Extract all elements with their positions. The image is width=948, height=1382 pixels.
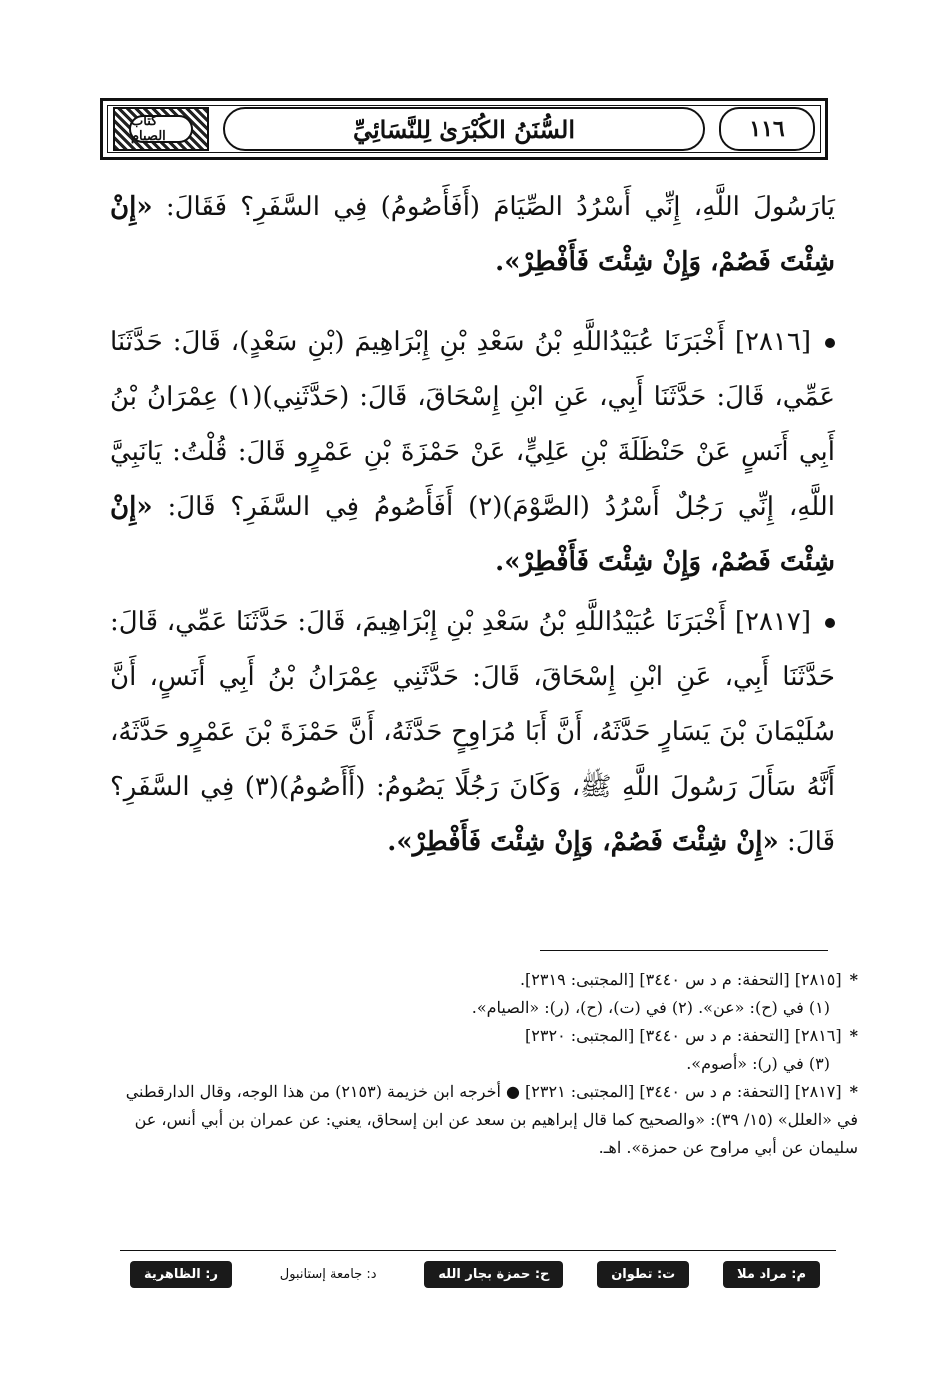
bullet-icon <box>825 618 835 628</box>
page-number: ١١٦ <box>719 107 815 151</box>
paragraph-text: [٢٨١٧] أَخْبَرَنَا عُبَيْدُاللَّهِ بْنُ سَعْدِ بْنِ إِبْرَاهِيمَ، قَالَ: حَدَّثَنَا عَمِّي، قَالَ: حَدَّثَنَا أَبِي، عَنِ ابْنِ إِسْحَاقَ، قَالَ: حَدَّثَنِي عِمْرَانُ بْنُ أَبِي أَنَسٍ، أَنَّ سُلَيْمَانَ بْنَ يَسَارٍ حَدَّثَهُ، أَنَّ أَبَا مُرَاوِحٍ حَدَّثَهُ، أَنَّ حَمْزَةَ بْنَ عَمْرٍو حَدَّثَهُ، أَنَّهُ سَأَلَ رَسُولَ اللَّهِ ﷺ، وَكَانَ رَجُلًا يَصُومُ: (أَأَصُومُ)(٣) فِي السَّفَرِ؟ قَالَ: <box>110 607 835 857</box>
siglum-tag: ر: الظاهرية <box>130 1261 232 1288</box>
siglum-tag: د: جامعة إستانبول <box>279 1266 377 1282</box>
paragraph-continuation <box>110 180 835 290</box>
footnote-line: *[٢٨١٧] [التحفة: م د س ٣٤٤٠] [المجتبى: ٢٣٢١] ● أخرجه ابن خزيمة (٢١٥٣) من هذا الوجه، وقال الدارقطني في «العلل» (١٥/ ٣٩): «والصحيح كما قال إبراهيم بن سعد عن ابن إسحاق، يعني: عن عمران بن أبي أنس، عن سليمان عن أبي مراوح عن حمزة». اهـ. <box>125 1082 858 1157</box>
footnote-line: *[٢٨١٦] [التحفة: م د س ٣٤٤٠] [المجتبى: ٢٣٢٠] <box>525 1026 858 1045</box>
hadith-2817 <box>110 595 835 870</box>
hadith-2816 <box>110 315 835 590</box>
siglum-tag: م: مراد ملا <box>723 1261 820 1288</box>
siglum-tag: ت: تطوان <box>597 1261 689 1288</box>
footnote-line: *[٢٨١٥] [التحفة: م د س ٣٤٤٠] [المجتبى: ٢٣١٩]. <box>519 970 858 989</box>
hadith-saying: «إِنْ شِئْتَ فَصُمْ، وَإِنْ شِئْتَ فَأَفْطِرْ». <box>387 827 779 857</box>
footnote-line: (١) في (ح): «عن». (٢) في (ت)، (ح)، (ر): «الصيام». <box>471 998 830 1017</box>
hadith-saying: «إِنْ شِئْتَ فَصُمْ، وَإِنْ شِئْتَ فَأَفْطِرْ». <box>110 492 835 577</box>
paragraph-text: يَارَسُولَ اللَّهِ، إِنِّي أَسْرُدُ الصِّيَامَ (أَفَأَصُومُ) فِي السَّفَرِ؟ فَقَالَ: <box>152 192 835 222</box>
siglum-tag: ح: حمزة بجار الله <box>424 1261 563 1288</box>
page-header <box>100 98 828 160</box>
footnotes <box>118 966 858 1162</box>
ornament-medallion <box>113 107 209 151</box>
book-title-frame <box>223 107 705 151</box>
hadith-saying: «إِنْ شِئْتَ فَصُمْ، وَإِنْ شِئْتَ فَأَفْطِرْ». <box>110 192 835 277</box>
manuscript-sigla-bar <box>130 1258 820 1290</box>
paragraph-text: [٢٨١٦] أَخْبَرَنَا عُبَيْدُاللَّهِ بْنُ سَعْدِ بْنِ إِبْرَاهِيمَ (بْنِ سَعْدٍ)، قَالَ: حَدَّثَنَا عَمِّي، قَالَ: حَدَّثَنَا أَبِي، عَنِ ابْنِ إِسْحَاقَ، قَالَ: (حَدَّثَنِي)(١) عِمْرَانُ بْنُ أَبِي أَنَسٍ عَنْ حَنْظَلَةَ بْنِ عَلِيٍّ، عَنْ حَمْزَةَ بْنِ عَمْرٍو قَالَ: قُلْتُ: يَانَبِيَّ اللَّهِ، إِنِّي رَجُلٌ أَسْرُدُ (الصَّوْمَ)(٢) أَفَأَصُومُ فِي السَّفَرِ؟ قَالَ: <box>110 327 835 522</box>
star-icon: * <box>849 1026 858 1045</box>
footer-separator <box>120 1250 836 1251</box>
footnote-line: (٣) في (ر): «أصوم». <box>686 1054 830 1073</box>
bullet-icon <box>825 338 835 348</box>
footnote-separator <box>540 950 828 951</box>
star-icon: * <box>849 1082 858 1101</box>
star-icon: * <box>849 970 858 989</box>
book-title: السُّنَنُ الكُبْرَىٰ لِلنَّسَائِيِّ <box>352 114 576 144</box>
ornament-cartouche: كتاب الصيام <box>129 115 193 143</box>
